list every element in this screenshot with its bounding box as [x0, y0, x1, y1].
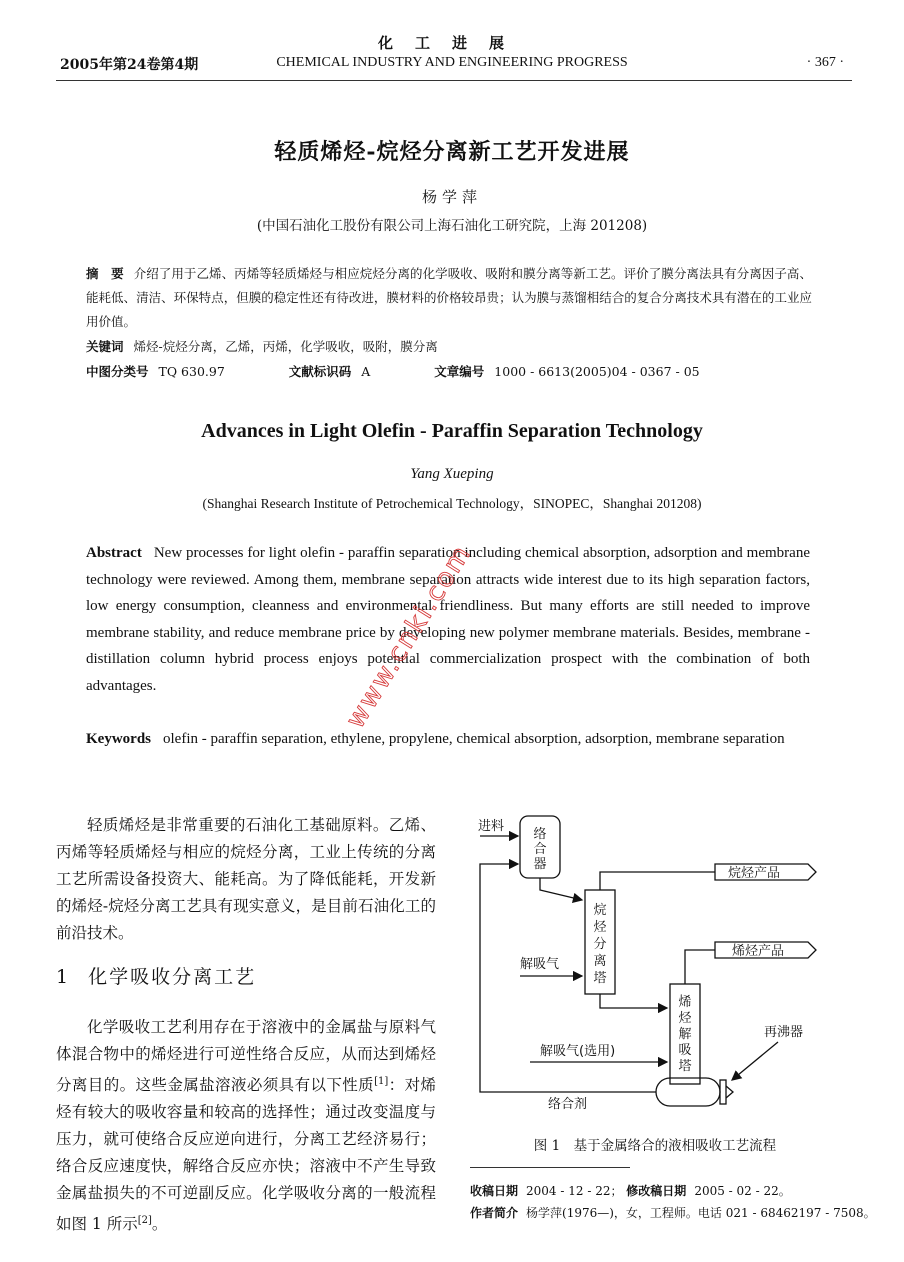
- process-flow-diagram: [470, 812, 840, 1142]
- citation-1[interactable]: [1]: [374, 1076, 389, 1087]
- footnote-author-bio: [470, 1204, 876, 1221]
- keywords-cn: [86, 337, 812, 355]
- label-olefin-tower-1: 烯: [678, 995, 692, 1010]
- para-text-b: ：对烯烃有较大的吸收容量和较高的选择性；通过改变温度与压力，就可使络合反应逆向进行，分离工艺经济易行；络合反应速度快，解络合反应亦快；溶液中不产生导致金属盐损失的不可逆副反应。化学吸收分离的一般流程如图 1 所示: [56, 1076, 436, 1234]
- footnote-dates: [470, 1182, 791, 1199]
- abstract-en: [86, 540, 810, 700]
- revised-label: 修改稿日期: [626, 1184, 687, 1198]
- issue-info: 2005年第24卷第4期: [60, 57, 199, 73]
- intro-paragraph: 轻质烯烃是非常重要的石油化工基础原料。乙烯、丙烯等轻质烯烃与相应的烷烃分离，工业上传统的分离工艺所需设备投资大、能耗高。为了降低能耗，开发新的烯烃-烷烃分离工艺具有现实意义，是目前石油化工的前沿技术。: [56, 816, 436, 942]
- citation-2[interactable]: [2]: [137, 1215, 152, 1227]
- author-cn: 杨学萍: [421, 188, 482, 206]
- label-olefin-tower-5: 塔: [678, 1059, 692, 1074]
- section-1-title: 化学吸收分离工艺: [88, 966, 257, 988]
- author-en: Yang Xueping: [410, 466, 494, 482]
- bio-text: 杨学萍(1976—)，女，工程师。电话 021 - 68462197 - 7508。: [526, 1206, 876, 1220]
- label-paraffin-tower-3: 分: [593, 937, 607, 952]
- received-label: 收稿日期: [470, 1184, 519, 1198]
- header-rule: [56, 80, 852, 81]
- label-paraffin-tower-1: 烷: [593, 903, 607, 918]
- label-olefin-tower-2: 烃: [678, 1011, 692, 1026]
- label-olefin-product: 烯烃产品: [732, 944, 785, 959]
- affiliation-cn: (中国石油化工股份有限公司上海石油化工研究院，上海 201208): [256, 218, 648, 234]
- journal-title-en: CHEMICAL INDUSTRY AND ENGINEERING PROGRESS: [276, 55, 628, 70]
- para-text-c: 。: [151, 1215, 168, 1234]
- label-reboiler: 再沸器: [764, 1025, 804, 1040]
- keywords-cn-label: 关键词: [86, 339, 124, 354]
- abstract-cn-label: 摘 要: [86, 266, 124, 281]
- keywords-cn-text: 烯烃-烷烃分离，乙烯，丙烯，化学吸收，吸附，膜分离: [133, 339, 438, 354]
- article-no-label: 文章编号: [434, 364, 485, 379]
- label-olefin-tower-3: 解: [678, 1027, 692, 1042]
- abstract-en-text: New processes for light olefin - paraffin separation including chemical absorption, adsorption and membrane technology were reviewed. Among them, membrane separation attracts wide interest due to its high separation factors, low energy consumption, cleanness and environmental friendliness. But many efforts are still needed to improve membrane stability, and reduce membrane price by developing new polymer membrane materials. Besides, membrane - distillation column hybrid process enjoys potential commercialization prospect with the combination of both advantages.: [86, 545, 810, 694]
- label-paraffin-tower-4: 离: [593, 954, 607, 969]
- label-complexer-1: 络: [533, 827, 547, 842]
- keywords-en: [86, 726, 810, 753]
- doc-code-label: 文献标识码: [288, 364, 352, 379]
- section-1-paragraph: [56, 1014, 436, 1238]
- label-desorb-gas: 解吸气: [520, 957, 560, 972]
- abstract-en-label: Abstract: [86, 545, 142, 561]
- figure-1-caption: 图 1 基于金属络合的液相吸收工艺流程: [533, 1138, 777, 1154]
- article-no-value: 1000 - 6613(2005)04 - 0367 - 05: [494, 364, 700, 379]
- reboiler-drum: [656, 1078, 720, 1106]
- label-paraffin-tower-5: 塔: [593, 971, 607, 986]
- revised-date: 2005 - 02 - 22。: [694, 1184, 791, 1198]
- label-paraffin-product: 烷烃产品: [728, 866, 781, 881]
- label-olefin-tower-4: 吸: [678, 1043, 692, 1058]
- received-date: 2004 - 12 - 22；: [526, 1184, 623, 1198]
- label-paraffin-tower-2: 烃: [593, 920, 607, 935]
- journal-title-cn: 化工进展: [377, 34, 526, 52]
- abstract-cn: [86, 262, 812, 334]
- clc-label: 中图分类号: [86, 364, 149, 379]
- paper-title-cn: 轻质烯烃-烷烃分离新工艺开发进展: [274, 139, 630, 165]
- label-complexer-2: 合: [533, 842, 547, 857]
- label-feed: 进料: [478, 819, 505, 834]
- paper-title-en: Advances in Light Olefin - Paraffin Separation Technology: [201, 420, 703, 442]
- bio-label: 作者简介: [470, 1206, 519, 1220]
- watermark-text: www.cnki.com: [340, 539, 478, 734]
- clc-value: TQ 630.97: [158, 364, 225, 379]
- classification-line: [86, 362, 812, 380]
- label-desorb-gas-optional: 解吸气(选用): [540, 1044, 616, 1059]
- section-1-number: 1: [56, 966, 71, 988]
- doc-code-value: A: [361, 364, 371, 379]
- affiliation-en: (Shanghai Research Institute of Petrochemical Technology，SINOPEC，Shanghai 201208): [202, 496, 702, 511]
- label-complexing-agent: 络合剂: [548, 1097, 588, 1112]
- page-number: · 367 ·: [806, 55, 844, 70]
- keywords-en-text: olefin - paraffin separation, ethylene, propylene, chemical absorption, adsorption, membrane separation: [163, 731, 785, 747]
- footnote-rule: [470, 1167, 630, 1168]
- label-complexer-3: 器: [533, 857, 547, 872]
- abstract-cn-text: 介绍了用于乙烯、丙烯等轻质烯烃与相应烷烃分离的化学吸收、吸附和膜分离等新工艺。评价了膜分离法具有分离因子高、能耗低、清洁、环保特点，但膜的稳定性还有待改进，膜材料的价格较昂贵；认为膜与蒸馏相结合的复合分离技术具有潜在的工业应用价值。: [86, 266, 812, 329]
- keywords-en-label: Keywords: [86, 731, 151, 747]
- section-1-heading: [56, 962, 256, 989]
- para-text-a: 化学吸收工艺利用存在于溶液中的金属盐与原料气体混合物中的烯烃进行可逆性络合反应，从而达到烯烃分离目的。这些金属盐溶液必须具有以下性质: [56, 1018, 436, 1095]
